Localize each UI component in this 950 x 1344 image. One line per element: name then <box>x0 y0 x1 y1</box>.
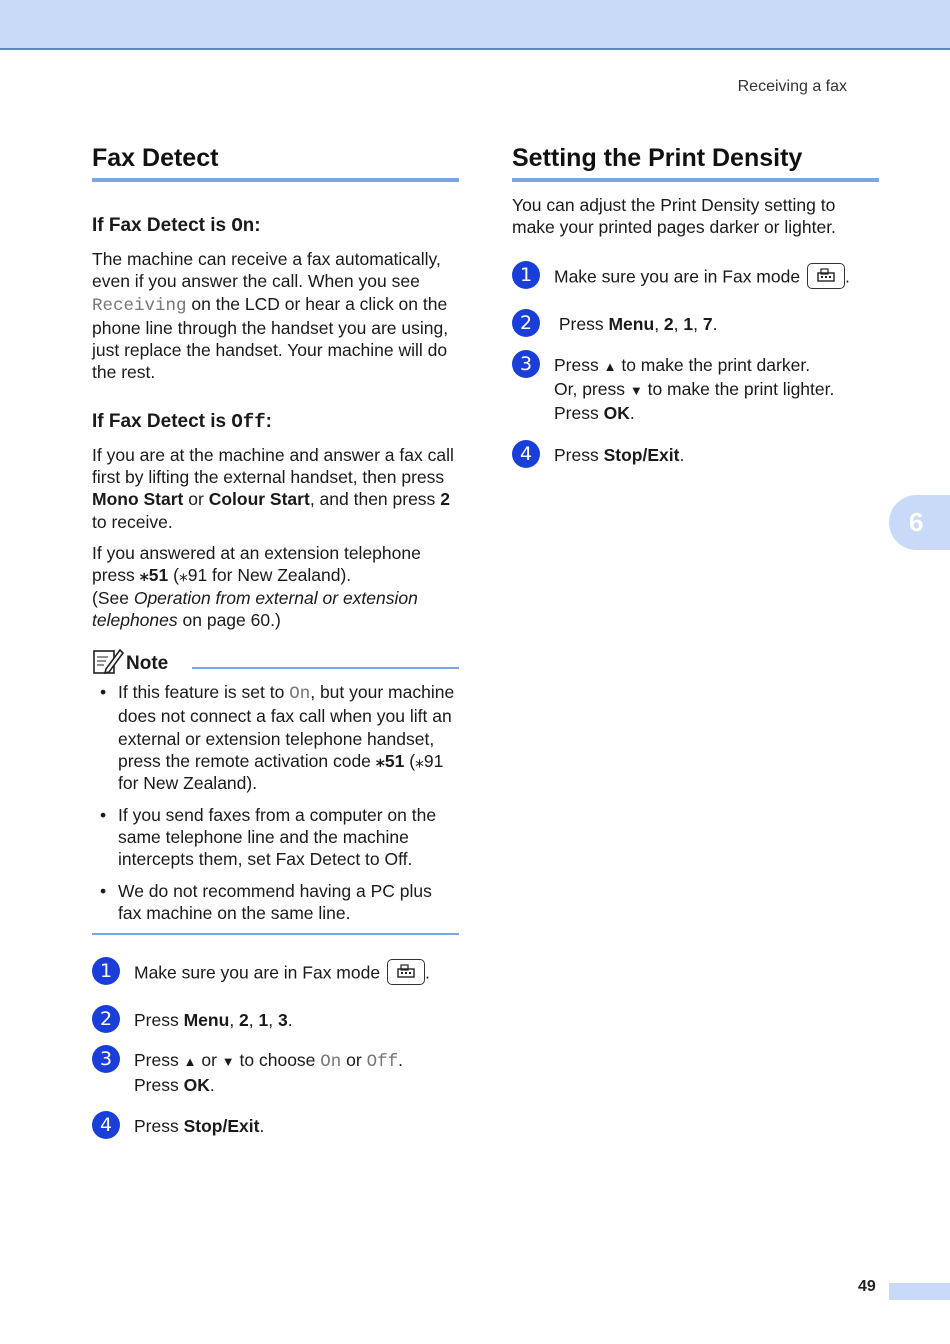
step-3-fax-detect: 3 Press ▲ or ▼ to choose On or Off. Press OK. <box>92 1049 459 1096</box>
step-number-badge: 4 <box>92 1111 120 1139</box>
step-1-fax-detect: 1 Make sure you are in Fax mode . <box>92 961 459 987</box>
step-number-badge: 3 <box>92 1045 120 1073</box>
note-header <box>92 645 459 675</box>
note-label: Note <box>126 653 169 675</box>
step-1-print-density: 1 Make sure you are in Fax mode . <box>512 265 879 291</box>
paragraph-fax-detect-on: The machine can receive a fax automatically, even if you answer the call. When you see Receiving on the LCD or hear a click on the phone line through the handset you are using, just replace the handset. Your machine will do the rest. <box>92 249 449 383</box>
step-number-badge: 2 <box>92 1005 120 1033</box>
step-number-badge: 1 <box>512 261 540 289</box>
step-2-print-density: 2 Press Menu, 2, 1, 7. <box>512 313 879 335</box>
section-title-print-density: Setting the Print Density <box>512 140 879 182</box>
up-arrow-icon: ▲ <box>183 1054 197 1070</box>
step-4-fax-detect: 4 Press Stop/Exit. <box>92 1115 459 1137</box>
note-item: • We do not recommend having a PC plus fax machine on the same line. <box>100 880 432 923</box>
note-rule <box>192 667 459 669</box>
step-number-badge: 1 <box>92 957 120 985</box>
left-column <box>92 140 459 1137</box>
subheading-fax-detect-off: If Fax Detect is Off: <box>92 410 272 433</box>
note-item: • If you send faxes from a computer on the same telephone line and the machine intercepts them, set Fax Detect to Off. <box>100 804 437 870</box>
right-column <box>512 140 879 466</box>
footer-bar <box>889 1283 950 1300</box>
chapter-tab: 6 <box>889 495 950 550</box>
note-list <box>92 681 459 924</box>
step-2-fax-detect: 2 Press Menu, 2, 1, 3. <box>92 1009 459 1031</box>
fax-mode-key-icon <box>387 959 425 985</box>
header-band <box>0 0 950 50</box>
step-number-badge: 4 <box>512 440 540 468</box>
down-arrow-icon: ▼ <box>221 1054 235 1070</box>
paragraph-print-density-intro: You can adjust the Print Density setting to make your printed pages darker or lighter. <box>512 195 836 238</box>
step-4-print-density: 4 Press Stop/Exit. <box>512 444 879 466</box>
cross-reference-link: Operation from external or extension telephones <box>92 587 418 630</box>
fax-mode-key-icon <box>807 263 845 289</box>
note-bottom-rule <box>92 933 459 935</box>
page-number: 49 <box>858 1278 876 1295</box>
note-pencil-icon <box>92 647 124 675</box>
down-arrow-icon: ▼ <box>629 383 643 399</box>
paragraph-fax-detect-off: If you are at the machine and answer a fax call first by lifting the external handset, then press Mono Start or Colour Start, and then press 2 to receive. <box>92 444 454 532</box>
paragraph-extension-telephone: If you answered at an extension telephone press ⁎51 (⁎91 for New Zealand). (See Operation from external or extension telephones on page 60.) <box>92 542 421 630</box>
running-header: Receiving a fax <box>737 78 847 95</box>
section-title-fax-detect: Fax Detect <box>92 140 459 182</box>
step-3-print-density: 3 Press ▲ to make the print darker. Or, press ▼ to make the print lighter. Press OK. <box>512 354 879 425</box>
step-number-badge: 2 <box>512 309 540 337</box>
note-item: • If this feature is set to On, but your machine does not connect a fax call when you lift an external or extension telephone handset, press the remote activation code ⁎51 (⁎91 for New Zealand). <box>100 682 455 794</box>
subheading-fax-detect-on: If Fax Detect is On: <box>92 215 261 237</box>
lcd-text: Receiving <box>92 295 187 316</box>
up-arrow-icon: ▲ <box>603 358 617 374</box>
step-number-badge: 3 <box>512 350 540 378</box>
